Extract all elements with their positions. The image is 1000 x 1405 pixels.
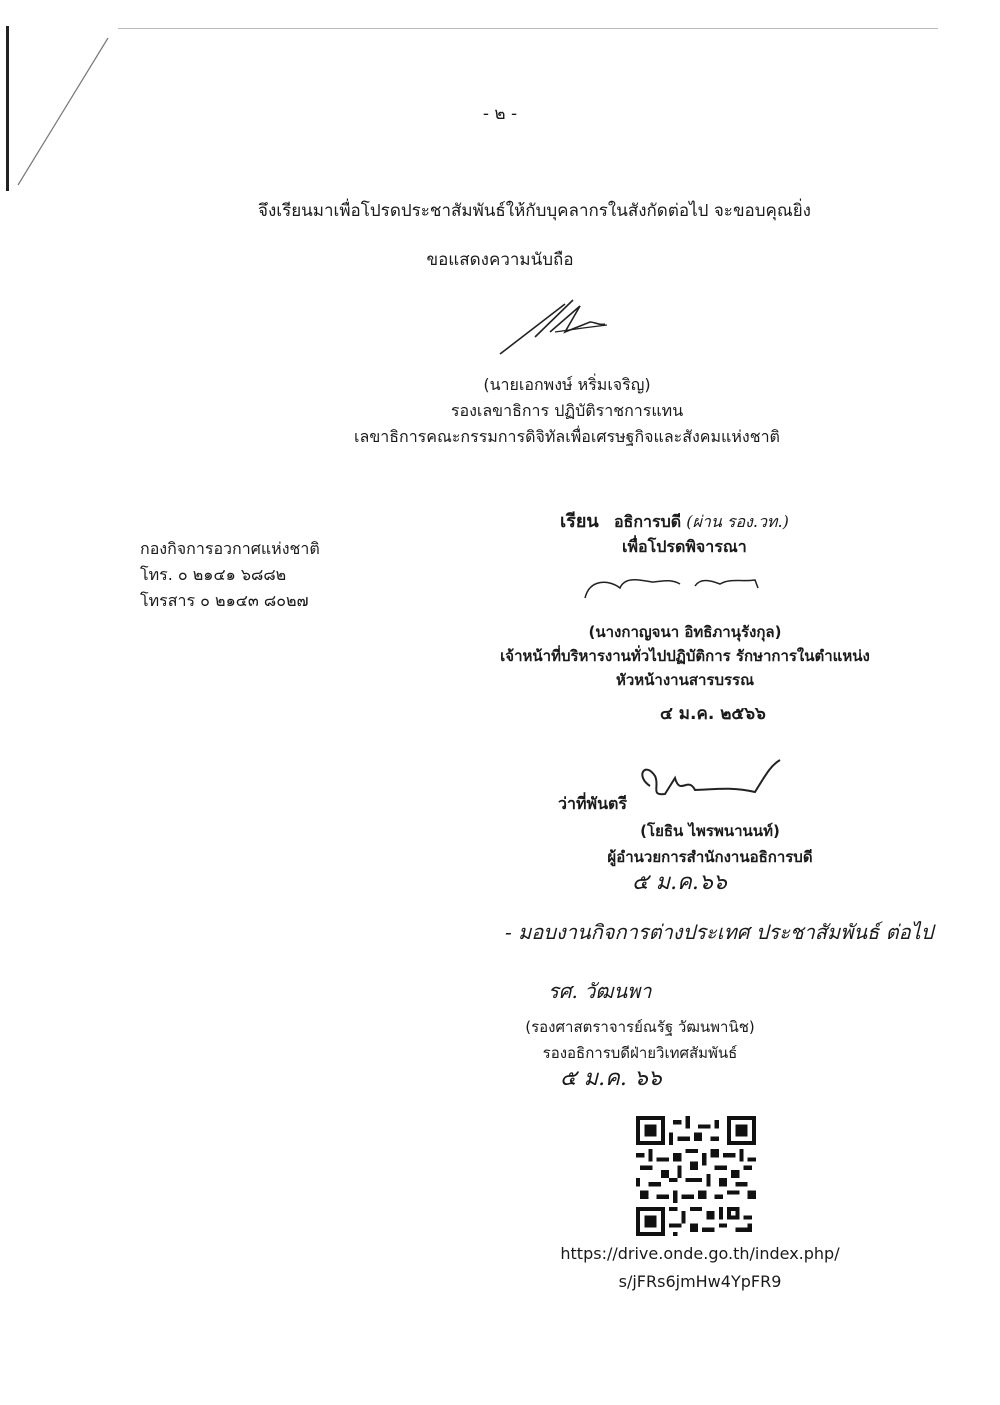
closing-regards: ขอแสดงความนับถือ <box>426 250 574 270</box>
endorsement-addressee: อธิการบดี <box>613 512 682 531</box>
handwritten-note: (ผ่าน รอง.วท.) <box>686 512 789 531</box>
sender-fax: โทรสาร ๐ ๒๑๔๓ ๘๐๒๗ <box>140 591 309 610</box>
handwritten-instruction: - มอบงานกิจการต่างประเทศ ประชาสัมพันธ์ ต่อไป <box>505 920 934 944</box>
sender-phone: โทร. ๐ ๒๑๔๑ ๖๘๘๒ <box>140 565 287 584</box>
endorsement-3-name: (รองศาสตราจารย์ณรัฐ วัฒนพานิช) <box>525 1018 755 1036</box>
signature-endorsement-2 <box>630 756 790 816</box>
endorsement-1-position-1: เจ้าหน้าที่บริหารงานทั่วไปปฏิบัติการ รักษาการในตำแหน่ง <box>500 647 870 665</box>
signatory-title-1: รองเลขาธิการ ปฏิบัติราชการแทน <box>450 401 684 420</box>
page-number: - ๒ - <box>482 104 518 124</box>
endorsement-3-position: รองอธิการบดีฝ่ายวิเทศสัมพันธ์ <box>542 1044 738 1062</box>
endorsement-3-date: ๕ ม.ค. ๖๖ <box>560 1066 662 1091</box>
sender-office: กองกิจการอวกาศแห่งชาติ <box>140 539 320 558</box>
endorsement-2-name: (โยธิน ไพรพนานนท์) <box>640 822 780 840</box>
endorsement-2-position: ผู้อำนวยการสำนักงานอธิการบดี <box>607 848 813 866</box>
scan-edge-line <box>118 28 938 29</box>
endorsement-1 <box>560 506 789 560</box>
endorsement-heading: เรียน <box>560 511 599 532</box>
qr-link-line-2[interactable]: s/jFRs6jmHw4YpFR9 <box>618 1272 782 1291</box>
endorsement-1-date: ๔ ม.ค. ๒๕๖๖ <box>660 704 766 724</box>
endorsement-2-date: ๕ ม.ค.๖๖ <box>632 870 727 895</box>
qr-code[interactable] <box>636 1116 756 1236</box>
endorsement-1-position-2: หัวหน้างานสารบรรณ <box>615 671 755 689</box>
qr-link-line-1[interactable]: https://drive.onde.go.th/index.php/ <box>560 1244 840 1263</box>
endorsement-request: เพื่อโปรดพิจารณา <box>622 537 747 556</box>
signatory-name: (นายเอกพงษ์ หริ่มเจริญ) <box>483 375 651 394</box>
signature-main <box>495 292 615 362</box>
endorsement-2-rank: ว่าที่พันตรี <box>558 794 627 813</box>
signatory-title-2: เลขาธิการคณะกรรมการดิจิทัลเพื่อเศรษฐกิจและสังคมแห่งชาติ <box>354 427 780 446</box>
signature-endorsement-1 <box>580 568 780 606</box>
endorsement-3-handwritten-name: รศ. วัฒนพา <box>548 979 652 1003</box>
endorsement-1-name: (นางกาญจนา อิทธิภานุรังกุล) <box>588 623 782 641</box>
closing-paragraph: จึงเรียนมาเพื่อโปรดประชาสัมพันธ์ให้กับบุคลากรในสังกัดต่อไป จะขอบคุณยิ่ง <box>258 201 811 221</box>
